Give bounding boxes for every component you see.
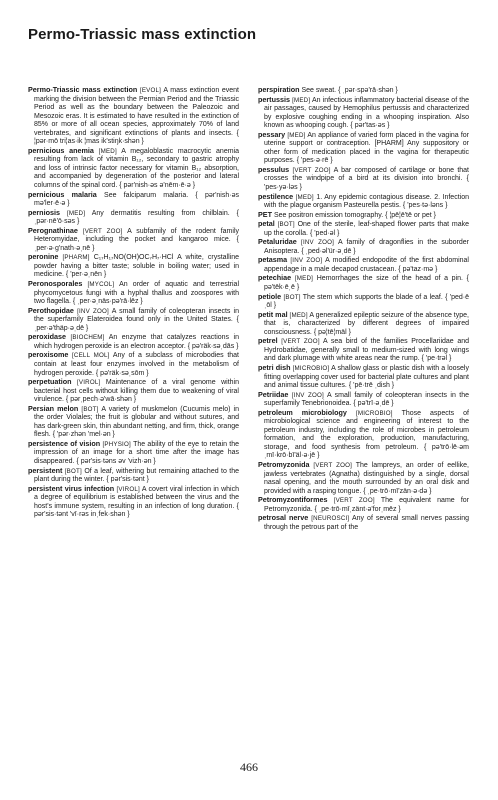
- entry-definition: An infectious inflammatory bacterial disease of the air passages, caused by Hemophilus pertussis and characterized by explosive coughing ending in a whooping inspiration. Also known as whooping cough.: [264, 96, 469, 130]
- entry-pronunciation: { pərˌpech·ə'wā·shən }: [65, 396, 137, 404]
- dictionary-entry: [258, 514, 469, 532]
- dictionary-entry: [28, 280, 239, 307]
- entry-field-tag: [VERT ZOO]: [333, 497, 375, 505]
- dictionary-entry: [28, 307, 239, 334]
- entry-definition: A family of dragonflies in the suborder Anisoptera.: [264, 239, 470, 255]
- entry-field-tag: [MED]: [98, 147, 117, 155]
- entry-headword: persistent: [28, 465, 63, 475]
- entry-pronunciation: { ¦pē¦ē'tē or pet }: [385, 211, 437, 219]
- entry-headword: perpetuation: [28, 377, 72, 387]
- left-column: [28, 86, 239, 520]
- dictionary-entry: [28, 333, 239, 351]
- dictionary-entry: [258, 166, 469, 193]
- entry-headword: perspiration: [258, 85, 300, 94]
- entry-field-tag: [BOT]: [81, 405, 99, 413]
- entry-definition: A modified endopodite of the first abdominal appendage in a male decapod crustacean.: [264, 257, 469, 273]
- entry-headword: Permo-Triassic mass extinction: [28, 85, 138, 94]
- entry-field-tag: [BOT]: [277, 221, 295, 229]
- entry-definition: An appliance of varied form placed in the vagina for uterine support or contraception. [PHARM] Any suppository or other form of medication placed in the vagina for therapeutic purposes.: [264, 131, 469, 165]
- entry-headword: petrel: [258, 336, 278, 346]
- entry-field-tag: [MICROBIO]: [292, 364, 330, 372]
- page-number: 466: [240, 760, 258, 774]
- entry-definition: A subfamily of the rodent family Heteromyidae, including the pocket and kangaroo mice.: [34, 227, 240, 244]
- entry-field-tag: [BOT]: [283, 293, 301, 301]
- entry-pronunciation: { pər'sis·təns əv 'vizh·ən }: [76, 457, 156, 465]
- entry-definition: Any of several small nerves passing through the petrous part of the: [264, 515, 469, 531]
- entry-headword: petrosal nerve: [258, 513, 309, 523]
- entry-field-tag: [VERT ZOO]: [281, 338, 320, 346]
- entry-pronunciation: { ˌper·ə·g'nath·əˌnē }: [34, 236, 239, 252]
- dictionary-entry: [258, 238, 469, 256]
- dictionary-entry: [258, 274, 469, 292]
- entry-definition: The stem which supports the blade of a leaf.: [302, 293, 443, 301]
- entry-definition: A small family of coleopteran insects in the superfamily Tenebrionoidea.: [264, 391, 469, 408]
- dictionary-entry: [258, 293, 469, 311]
- entry-field-tag: [MYCOL]: [87, 281, 115, 289]
- entry-definition: A mass extinction event marking the division between the Permian Period and the Triassic Period as well as the boundary between the Paleozoic and Mesozoic eras. It is estimated to have resulted in the extinction of 85% or more of all ocean species, approximately 70% of land vertebrates, and significant extinctions of plants and insects.: [34, 87, 239, 137]
- entry-field-tag: [BIOCHEM]: [70, 334, 105, 342]
- dictionary-entry: [258, 496, 469, 514]
- entry-definition: See sweat.: [301, 87, 337, 94]
- dictionary-entry: [258, 409, 469, 461]
- dictionary-entry: [28, 147, 239, 191]
- dictionary-entry: [28, 86, 239, 147]
- entry-field-tag: [EVOL]: [139, 87, 162, 94]
- entry-headword: peronine: [28, 252, 59, 262]
- entry-headword: pessary: [258, 129, 286, 139]
- entry-headword: pessulus: [258, 164, 290, 174]
- dictionary-entry: [28, 191, 239, 209]
- dictionary-entry: [28, 253, 239, 280]
- entry-pronunciation: { ˌper·ə'thäp·əˌdē }: [34, 316, 239, 332]
- dictionary-entry: [258, 461, 469, 496]
- entry-pronunciation: { pər'nish·əs ə'nēm·ē·ə }: [119, 182, 196, 190]
- entry-pronunciation: { pər'tas·əs }: [350, 122, 390, 130]
- entry-headword: petal: [258, 219, 275, 229]
- entry-definition: See positron emission tomography.: [273, 211, 384, 219]
- entry-headword: petri dish: [258, 362, 291, 372]
- entry-headword: persistent virus infection: [28, 483, 115, 493]
- dictionary-entry: [258, 211, 469, 221]
- entry-definition: An order of aquatic and terrestrial phycomycetous fungi with a hyphal thallus and zoospores with two flagella.: [34, 281, 239, 306]
- entry-headword: perniosis: [28, 207, 60, 217]
- entry-pronunciation: { ˌpe·trō·mī'zän·ə·də }: [363, 487, 432, 495]
- entry-field-tag: [NEUROSCI]: [311, 515, 350, 523]
- entry-headword: peroxidase: [28, 332, 66, 342]
- entry-pronunciation: { pər'sis·tənt 'vī·rəs inˌfek·shən }: [34, 502, 239, 519]
- entry-headword: petasma: [258, 255, 288, 265]
- dictionary-entry: [258, 256, 469, 274]
- entry-field-tag: [MED]: [294, 275, 314, 283]
- dictionary-entry: [28, 378, 239, 405]
- entry-definition: A generalized epileptic seizure of the absence type, that is, characterized by different degrees of impaired consciousness.: [264, 311, 469, 336]
- entry-field-tag: [VERT ZOO]: [292, 166, 331, 174]
- entry-pronunciation: { 'per·əˌnēn }: [65, 271, 107, 279]
- entry-headword: petechiae: [258, 273, 292, 283]
- entry-definition: Maintenance of a viral genome within bacterial host cells without killing them due to weakening of viral virulence.: [34, 379, 240, 404]
- dictionary-entry: [28, 351, 239, 378]
- entry-pronunciation: { pə'taz·mə }: [398, 265, 438, 273]
- entry-pronunciation: { ˌpər·spə'rā·shən }: [338, 87, 398, 94]
- entry-headword: Petriidae: [258, 389, 289, 399]
- entry-definition: A covert viral infection in which a degree of equilibrium is established between the virus and the host's immune system, resulting in an infection of long duration.: [34, 485, 239, 510]
- entry-definition: A sea bird of the families Procellariidae and Hydrobatidae, generally small to medium-sized with long wings and dark plumage with white areas near the rump.: [264, 338, 470, 363]
- entry-pronunciation: { ˌpe·trō·mīˌzänt·ə'forˌmēz }: [314, 505, 401, 513]
- entry-definition: The lampreys, an order of eellike, jawless vertebrates (Agnatha) distinguished by a single, dorsal nasal opening, and the mouth surrounded by an oral disk and provided with a rasping tongue.: [264, 461, 469, 495]
- entry-pronunciation: { pə¦tē¦mäl }: [313, 328, 351, 336]
- entry-headword: Peronosporales: [28, 279, 83, 289]
- entry-pronunciation: { 'ped·ēˌōl }: [264, 293, 469, 310]
- entry-headword: Perothopidae: [28, 305, 74, 315]
- dictionary-entry: [28, 440, 239, 467]
- entry-pronunciation: { 'pes·yə·ləs }: [264, 175, 469, 192]
- entry-definition: The equivalent name for Petromyzonida.: [264, 497, 470, 513]
- dictionary-entry: [258, 220, 469, 238]
- entry-headword: pernicious malaria: [28, 189, 97, 199]
- entry-field-tag: [CELL MOL]: [72, 352, 110, 360]
- entry-field-tag: [VIROL]: [116, 485, 140, 493]
- entry-definition: Of a leaf, withering but remaining attached to the plant during the winter.: [34, 467, 239, 484]
- entry-definition: A bar composed of cartilage or bone that crosses the windpipe of a bird at its division into bronchi.: [264, 166, 470, 183]
- entry-headword: petiole: [258, 291, 282, 301]
- entry-pronunciation: { pə'räk·səˌdās }: [187, 342, 239, 350]
- entry-definition: A shallow glass or plastic dish with a loosely fitting overlapping cover used for bacterial plate cultures and plant and animal tissue cultures.: [264, 364, 469, 390]
- entry-definition: A megaloblastic macrocytic anemia resulting from lack of vitamin B₁₂, secondary to gastric atrophy and loss of intrinsic factor necessary for vitamin B₁₂ absorption, and accompanied by degeneration of the posterior and lateral columns of the spinal cord.: [34, 147, 239, 190]
- entry-pronunciation: { 'pes·tə·ləns }: [402, 202, 448, 210]
- entry-field-tag: [VIROL]: [77, 379, 101, 387]
- entry-pronunciation: { pə'trō·lē·əm ˌmī·krō·bī'äl·ə·jē }: [264, 443, 469, 460]
- entry-field-tag: [BOT]: [64, 467, 82, 475]
- entry-headword: petit mal: [258, 309, 288, 319]
- entry-field-tag: [MICROBIO]: [355, 409, 393, 417]
- dictionary-entry: [28, 485, 239, 520]
- entry-definition: A variety of muskmelon (Cucumis melo) in the order Violales; the fruit is globular and without sutures, and has dark-green skin, thin abundant netting, and firm, thick, orange flesh.: [34, 405, 239, 439]
- entry-field-tag: [MED]: [66, 209, 86, 217]
- entry-definition: Those aspects of microbiological science and engineering of interest to the petroleum industry, including the role of microbes in petroleum formation, and the exploration, production, manufacturing, storage, and food synthesis from petroleum.: [264, 409, 470, 451]
- entry-headword: PET: [258, 209, 272, 219]
- dictionary-entry: [28, 467, 239, 485]
- entry-field-tag: [VERT ZOO]: [313, 461, 353, 469]
- entry-headword: pertussis: [258, 94, 290, 104]
- entry-pronunciation: { ¦pər·mō tri¦as·ik ¦mas ik'stiŋk·shən }: [34, 129, 239, 146]
- entry-headword: pernicious anemia: [28, 145, 94, 155]
- entry-definition: A small family of coleopteran insects in the superfamily Elateroidea found only in the United States.: [34, 307, 239, 324]
- entry-field-tag: [MED]: [287, 131, 306, 139]
- entry-field-tag: [INV ZOO]: [290, 257, 323, 265]
- entry-definition: Hemorrhages the size of the head of a pin.: [316, 275, 463, 283]
- entry-pronunciation: { pə'trī·əˌdē }: [353, 400, 394, 408]
- entry-headword: Petaluridae: [258, 237, 297, 247]
- entry-headword: Petromyzontiformes: [258, 495, 328, 505]
- entry-headword: Perognathinae: [28, 225, 78, 235]
- entry-definition: Any dermatitis resulting from chilblain.: [91, 209, 230, 217]
- entry-field-tag: [PHARM]: [62, 254, 90, 262]
- entry-field-tag: [INV ZOO]: [301, 239, 335, 247]
- entry-field-tag: [PHYSIO]: [102, 440, 131, 448]
- entry-pronunciation: { ˌpər·nē'ō·səs }: [34, 209, 239, 226]
- entry-pronunciation: { 'pē·trē ˌdish }: [348, 382, 395, 390]
- entry-headword: Petromyzonida: [258, 459, 310, 469]
- entry-field-tag: [VERT ZOO]: [82, 227, 123, 235]
- entry-field-tag: [INV ZOO]: [291, 391, 324, 399]
- entry-pronunciation: { pər'nish·əs mə'ler·ē·ə }: [34, 191, 239, 208]
- dictionary-entry: [28, 405, 239, 440]
- entry-definition: C₁₇H₁₇NO(OH)OC₇H₇·HCl A white, crystalline powder having a bitter taste; soluble in boiling water; used in medicine.: [34, 254, 239, 279]
- entry-pronunciation: { pə'räk·səˌsōm }: [95, 369, 149, 377]
- entry-definition: An enzyme that catalyzes reactions in which hydrogen peroxide is an electron acceptor.: [34, 334, 240, 350]
- dictionary-entry: [258, 193, 469, 211]
- entry-definition: One of the sterile, leaf-shaped flower parts that make up the corolla.: [264, 221, 470, 237]
- dictionary-entry: [258, 391, 469, 409]
- dictionary-entry: [258, 96, 469, 131]
- entry-field-tag: [INV ZOO]: [77, 307, 109, 315]
- entry-definition: See falciparum malaria.: [104, 191, 189, 199]
- right-column: [258, 86, 469, 532]
- entry-pronunciation: { 'pe·trəl }: [421, 355, 452, 363]
- dictionary-entry: [28, 209, 239, 227]
- dictionary-entry: [258, 131, 469, 166]
- entry-pronunciation: { pə'tēk·ēˌē }: [264, 275, 469, 292]
- dictionary-entry: [258, 337, 469, 364]
- entry-pronunciation: { pər'sis·tənt }: [106, 476, 149, 484]
- entry-headword: petroleum microbiology: [258, 407, 347, 417]
- entry-headword: pestilence: [258, 191, 294, 201]
- entry-pronunciation: { 'ped·əl }: [309, 229, 340, 237]
- dictionary-entry: [258, 311, 469, 338]
- entry-pronunciation: { 'pes·ə·rē }: [296, 157, 333, 165]
- page-title: Permo-Triassic mass extinction: [28, 26, 257, 43]
- entry-definition: 1. Any epidemic contagious disease. 2. Infection with the plague organism Pasteurella pestis.: [264, 193, 469, 210]
- entry-headword: Persian melon: [28, 403, 79, 413]
- entry-headword: persistence of vision: [28, 438, 101, 448]
- entry-pronunciation: { ˌped·əl'ür·əˌdē }: [301, 247, 356, 255]
- dictionary-entry: [28, 227, 239, 254]
- entry-definition: The ability of the eye to retain the impression of an image for a short time after the image has disappeared.: [34, 440, 239, 465]
- entry-field-tag: [MED]: [292, 96, 311, 104]
- dictionary-entry: [258, 364, 469, 391]
- entry-headword: peroxisome: [28, 350, 69, 360]
- entry-definition: Any of a subclass of microbodies that contain at least four enzymes involved in the metabolism of hydrogen peroxide.: [34, 352, 239, 377]
- entry-pronunciation: { ˌper·əˌnäs·pə'rā·lēz }: [72, 298, 143, 306]
- entry-field-tag: [MED]: [289, 311, 308, 319]
- entry-pronunciation: { 'pər·zhən 'mel·ən }: [52, 431, 115, 439]
- entry-field-tag: [MED]: [295, 193, 314, 201]
